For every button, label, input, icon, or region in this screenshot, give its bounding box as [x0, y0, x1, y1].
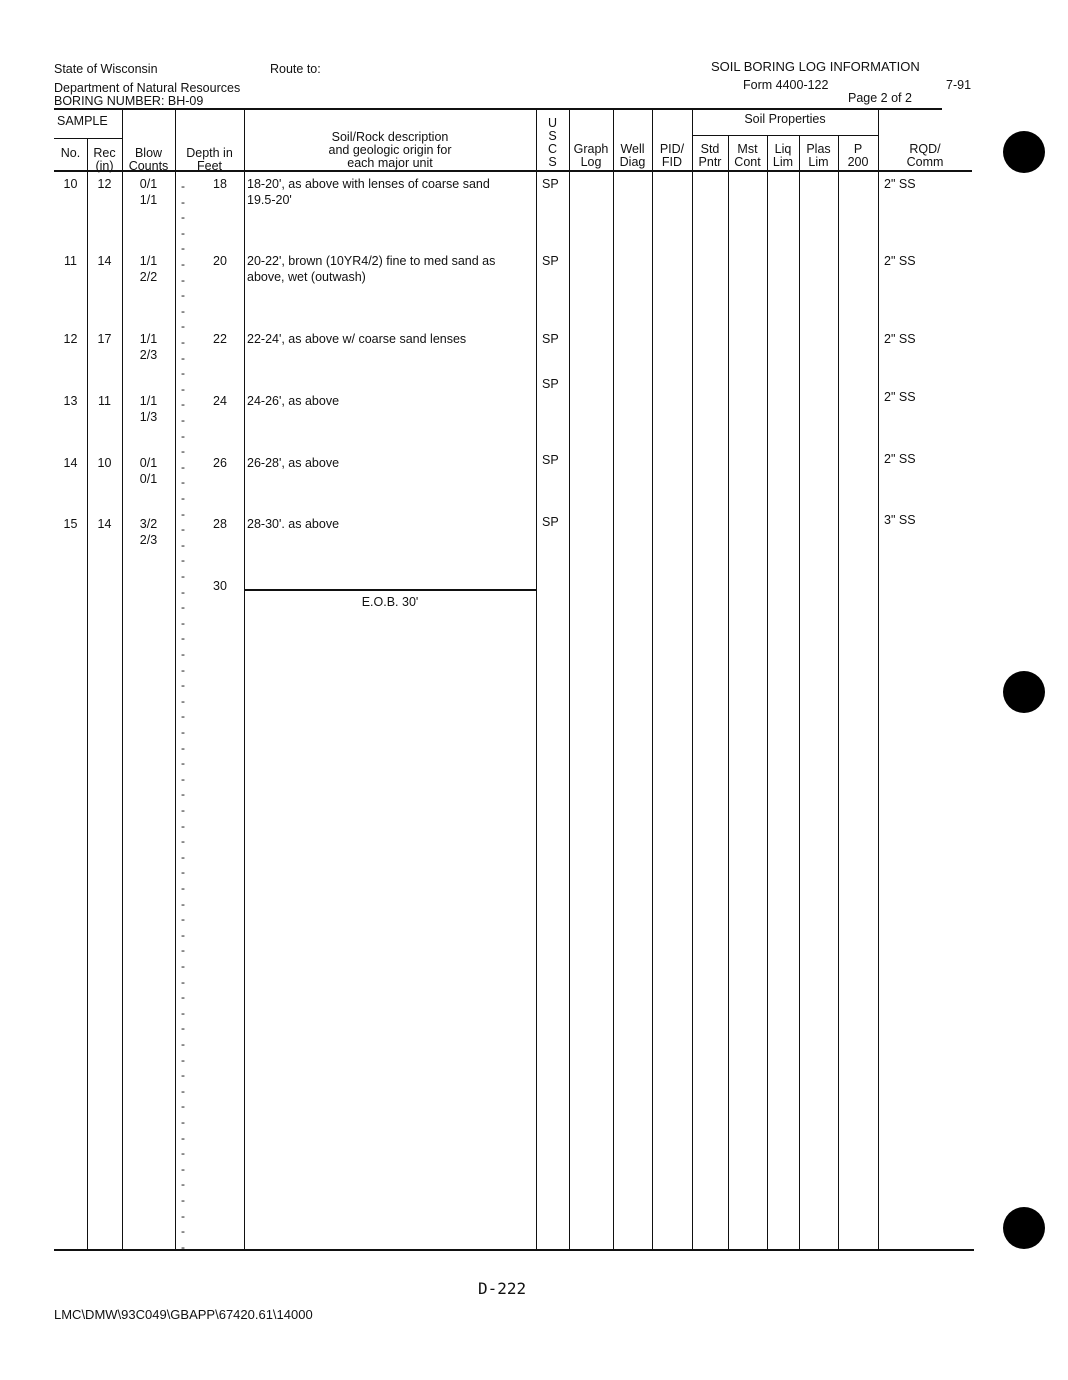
liq-label: Liq: [774, 142, 792, 156]
depth-tick: -: [181, 1146, 185, 1160]
desc-line-1: Soil/Rock description: [331, 130, 449, 144]
row-no: 14: [63, 456, 78, 470]
depth-tick: -: [181, 429, 185, 443]
depth-tick: -: [181, 1162, 185, 1176]
col-header-liq: [767, 143, 799, 169]
graph-label: Graph: [573, 142, 609, 156]
well-label: Well: [620, 142, 645, 156]
depth-tick: -: [181, 928, 185, 942]
std-sub: Pntr: [698, 155, 722, 169]
plas-sub: Lim: [808, 155, 829, 169]
row-desc-2: above, wet (outwash): [247, 270, 366, 284]
table-row: [0, 452, 1068, 495]
depth-tick: -: [181, 319, 185, 333]
liq-sub: Lim: [772, 155, 794, 169]
row-comm: 2" SS: [884, 254, 916, 268]
depth-tick: -: [181, 335, 185, 349]
uscs-letter-3: C: [547, 142, 558, 156]
col-header-graph: [569, 143, 613, 169]
depth-tick: -: [181, 1053, 185, 1067]
depth-tick: -: [181, 273, 185, 287]
row-blow-1: 3/2: [139, 517, 158, 531]
punch-hole: [1003, 1207, 1045, 1249]
col-header-p200: [838, 143, 878, 169]
depth-tick: -: [181, 195, 185, 209]
depth-tick: -: [181, 179, 185, 193]
row-no: 13: [63, 394, 78, 408]
depth-tick: -: [181, 553, 185, 567]
row-uscs: SP: [542, 453, 559, 467]
col-header-depth: [175, 147, 244, 173]
depth-tick: -: [181, 678, 185, 692]
row-rec: 17: [97, 332, 112, 346]
row-desc-1: 28-30'. as above: [247, 517, 340, 531]
row-rec: 11: [98, 394, 111, 408]
row-rec: 14: [97, 517, 112, 531]
depth-tick: -: [181, 1209, 185, 1223]
plas-label: Plas: [806, 142, 831, 156]
row-blow-2: 1/1: [139, 193, 158, 207]
row-rec: 12: [97, 177, 112, 191]
depth-tick: -: [181, 1224, 185, 1238]
sample-group-header: SAMPLE: [57, 114, 108, 128]
depth-tick: -: [181, 865, 185, 879]
depth-tick: -: [181, 397, 185, 411]
col-header-plas: [799, 143, 838, 169]
depth-tick: -: [181, 304, 185, 318]
col-header-uscs: [536, 117, 569, 169]
depth-tick: -: [181, 787, 185, 801]
depth-tick: -: [181, 709, 185, 723]
row-depth: 24: [213, 394, 227, 408]
depth-tick: -: [181, 1115, 185, 1129]
depth-tick: -: [181, 663, 185, 677]
end-of-boring-rule: [244, 589, 536, 591]
depth-tick: -: [181, 694, 185, 708]
row-blow-1: 1/1: [139, 394, 158, 408]
mst-sub: Cont: [734, 155, 761, 169]
depth-tick: -: [181, 382, 185, 396]
row-comm: 3" SS: [884, 513, 916, 527]
depth-tick: -: [181, 444, 185, 458]
table-row: [0, 176, 1068, 236]
col-header-rqd: [880, 143, 970, 169]
blow-label: Blow: [134, 146, 163, 160]
depth-tick: -: [181, 241, 185, 255]
row-depth: 20: [213, 254, 227, 268]
depth-tick: -: [181, 491, 185, 505]
row-comm: 2" SS: [884, 452, 916, 466]
depth-tick: -: [181, 850, 185, 864]
table-row: [0, 253, 1068, 313]
row-desc-2: 19.5-20': [247, 193, 292, 207]
depth-tick: -: [181, 460, 185, 474]
well-sub: Diag: [619, 155, 646, 169]
uscs-letter-2: S: [548, 129, 557, 143]
depth-tick: -: [181, 1193, 185, 1207]
depth-tick: -: [181, 1068, 185, 1082]
depth-tick: -: [181, 834, 185, 848]
std-label: Std: [700, 142, 720, 156]
depth-tick: -: [181, 959, 185, 973]
row-blow-1: 0/1: [139, 177, 158, 191]
col-header-blow: [122, 147, 175, 173]
table-row: [0, 390, 1068, 433]
soil-properties-header: Soil Properties: [744, 112, 826, 126]
depth-tick: -: [181, 475, 185, 489]
depth-tick: -: [181, 1240, 185, 1254]
row-desc-1: 22-24', as above w/ coarse sand lenses: [247, 332, 467, 346]
depth-tick: -: [181, 351, 185, 365]
depth-tick: -: [181, 288, 185, 302]
row-depth: 22: [213, 332, 227, 346]
mst-label: Mst: [737, 142, 758, 156]
sample-group-rule: [54, 138, 122, 139]
page-indicator: Page 2 of 2: [848, 91, 912, 105]
depth-unit: Feet: [196, 159, 222, 173]
depth-label: Depth in: [186, 146, 233, 160]
row-blow-1: 0/1: [139, 456, 158, 470]
row-desc-1: 18-20', as above with lenses of coarse sand: [247, 177, 490, 191]
depth-tick: -: [181, 990, 185, 1004]
table-row: [0, 331, 1068, 371]
end-of-boring-label: E.O.B. 30': [361, 595, 419, 609]
depth-tick: -: [181, 1037, 185, 1051]
row-blow-2: 2/2: [139, 270, 158, 284]
depth-tick: -: [181, 366, 185, 380]
depth-tick: -: [181, 725, 185, 739]
depth-tick: -: [181, 413, 185, 427]
depth-tick: -: [181, 1099, 185, 1113]
depth-tick: -: [181, 647, 185, 661]
depth-tick: -: [181, 741, 185, 755]
extra-uscs-label: SP: [542, 377, 559, 391]
depth-tick: -: [181, 819, 185, 833]
depth-tick: -: [181, 897, 185, 911]
row-blow-2: 2/3: [139, 348, 158, 362]
p200-sub: 200: [847, 155, 869, 169]
depth-tick: -: [181, 226, 185, 240]
depth-tick: -: [181, 756, 185, 770]
desc-line-2: and geologic origin for: [328, 143, 452, 157]
depth-tick: -: [181, 210, 185, 224]
row-no: 12: [63, 332, 78, 346]
row-no: 15: [63, 517, 78, 531]
row-depth: 18: [213, 177, 227, 191]
row-blow-2: 2/3: [139, 533, 158, 547]
col-header-pid: [652, 143, 692, 169]
depth-tick: -: [181, 912, 185, 926]
rqd-sub: Comm: [906, 155, 944, 169]
rec-unit: (in): [95, 159, 114, 173]
form-revision: 7-91: [946, 78, 972, 92]
blow-sub: Counts: [128, 159, 169, 173]
row-uscs: SP: [542, 515, 559, 529]
depth-tick: -: [181, 943, 185, 957]
depth-tick: -: [181, 538, 185, 552]
depth-tick: -: [181, 975, 185, 989]
col-header-description: [244, 131, 536, 170]
row-blow-1: 1/1: [139, 254, 158, 268]
file-path: LMC\DMW\93C049\GBAPP\67420.61\14000: [54, 1307, 313, 1322]
depth-tick: -: [181, 257, 185, 271]
depth-tick: -: [181, 507, 185, 521]
depth-tick: -: [181, 1131, 185, 1145]
depth-tick: -: [181, 1021, 185, 1035]
col-header-rec: [87, 147, 122, 173]
row-rec: 10: [97, 456, 112, 470]
depth-tick: -: [181, 1177, 185, 1191]
row-no: 11: [64, 254, 77, 268]
soil-properties-rule: [692, 135, 878, 136]
page-number: D-222: [478, 1279, 527, 1298]
pid-label: PID/: [659, 142, 685, 156]
final-depth: 30: [213, 579, 227, 593]
rec-label: Rec: [93, 146, 116, 160]
row-comm: 2" SS: [884, 390, 916, 404]
row-desc-1: 20-22', brown (10YR4/2) fine to med sand as: [247, 254, 496, 268]
depth-tick: -: [181, 569, 185, 583]
row-comm: 2" SS: [884, 332, 916, 346]
row-blow-2: 0/1: [139, 472, 158, 486]
depth-tick: -: [181, 881, 185, 895]
boring-number: BORING NUMBER: BH-09: [54, 94, 204, 108]
col-header-std: [692, 143, 728, 169]
row-comm: 2" SS: [884, 177, 916, 191]
row-desc-1: 24-26', as above: [247, 394, 340, 408]
row-uscs: SP: [542, 332, 559, 346]
form-number: Form 4400-122: [743, 78, 829, 92]
row-blow-1: 1/1: [139, 332, 158, 346]
uscs-letter-1: U: [547, 116, 558, 130]
row-desc-1: 26-28', as above: [247, 456, 340, 470]
row-blow-2: 1/3: [139, 410, 158, 424]
depth-tick: -: [181, 772, 185, 786]
desc-line-3: each major unit: [347, 156, 433, 170]
pid-sub: FID: [661, 155, 683, 169]
department-name: Department of Natural Resources: [54, 81, 241, 95]
p200-label: P: [853, 142, 863, 156]
table-bottom-rule: [54, 1249, 974, 1251]
depth-tick: -: [181, 631, 185, 645]
uscs-letter-4: S: [548, 155, 557, 169]
route-to-label: Route to:: [270, 62, 321, 76]
col-header-mst: [728, 143, 767, 169]
punch-hole: [1003, 671, 1045, 713]
row-depth: 28: [213, 517, 227, 531]
col-header-well: [613, 143, 652, 169]
rqd-label: RQD/: [909, 142, 941, 156]
depth-tick: -: [181, 585, 185, 599]
graph-sub: Log: [580, 155, 602, 169]
depth-tick: -: [181, 616, 185, 630]
form-title: SOIL BORING LOG INFORMATION: [711, 59, 920, 74]
punch-hole: [1003, 131, 1045, 173]
row-depth: 26: [213, 456, 227, 470]
table-row: [0, 513, 1068, 556]
state-name: State of Wisconsin: [54, 62, 158, 76]
depth-tick: -: [181, 600, 185, 614]
row-uscs: SP: [542, 177, 559, 191]
depth-tick: -: [181, 1006, 185, 1020]
row-no: 10: [63, 177, 78, 191]
depth-tick: -: [181, 522, 185, 536]
depth-tick: -: [181, 803, 185, 817]
table-top-rule: [54, 108, 942, 110]
row-rec: 14: [97, 254, 112, 268]
row-uscs: SP: [542, 254, 559, 268]
col-header-no: No.: [60, 146, 81, 160]
depth-tick: -: [181, 1084, 185, 1098]
